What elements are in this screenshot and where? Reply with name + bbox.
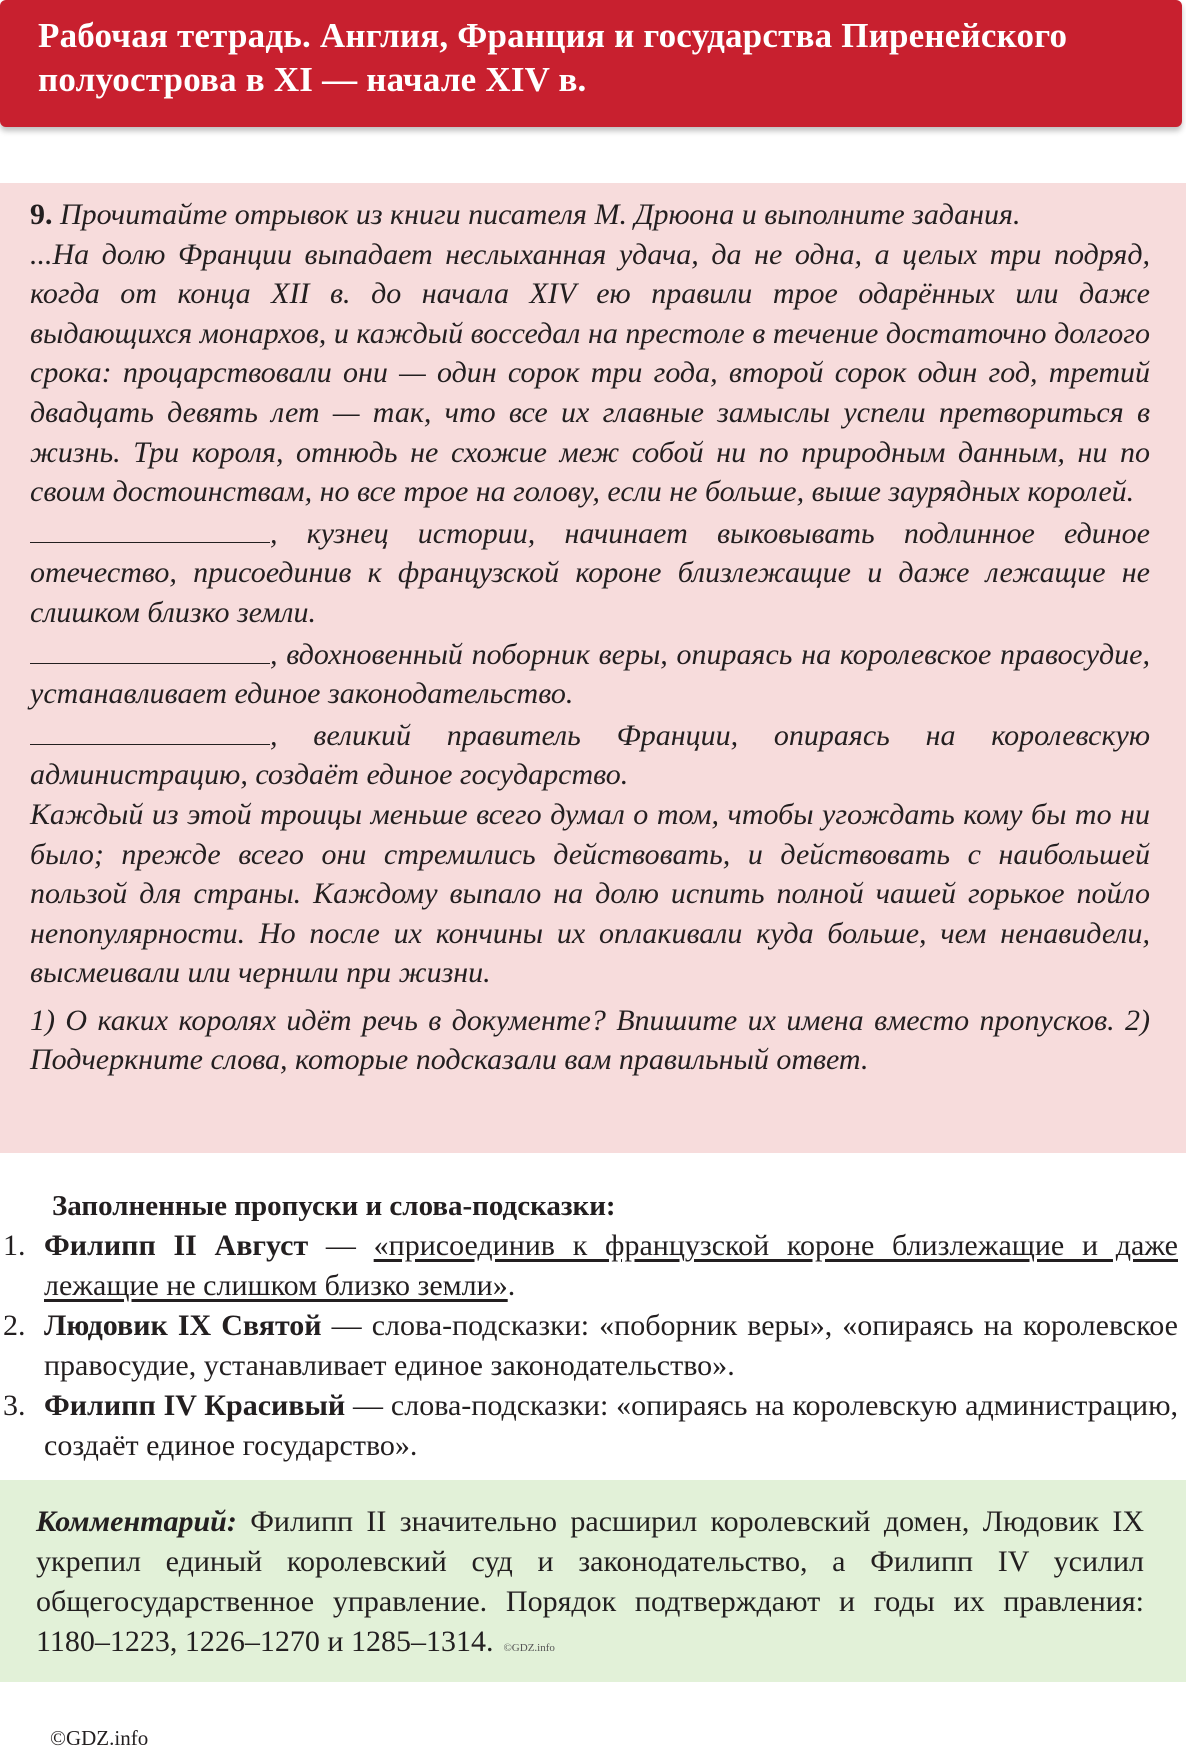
king-name: Филипп IV Красивый xyxy=(44,1389,346,1422)
answer-item xyxy=(0,1226,1186,1306)
answer-gap-3[interactable] xyxy=(30,714,270,745)
answer-item xyxy=(0,1386,1186,1466)
comment-block xyxy=(36,1502,1144,1668)
answer-prefix: слова-подсказки: xyxy=(371,1309,600,1342)
task-number: 9. xyxy=(30,198,53,231)
answer-prefix: слова-подсказки: xyxy=(390,1389,617,1422)
page-header xyxy=(0,0,1182,127)
task-questions: 1) О каких королях идёт речь в документе? Впишите их имена вместо пропусков. 2) Подчеркните слова, которые подсказали вам правильный ответ. xyxy=(30,1003,1150,1077)
answer-hint: «поборник веры», «опираясь на королевское правосудие, устанавливает единое законодательство» xyxy=(44,1309,1178,1382)
answer-number: 1. xyxy=(3,1229,26,1262)
answer-number: 3. xyxy=(3,1389,26,1422)
answer-gap-1[interactable] xyxy=(30,512,270,543)
excerpt-gap-line-2 xyxy=(30,633,1150,714)
page-title: Рабочая тетрадь. Англия, Франция и государства Пиренейского полуострова в XI — начале XIV в. xyxy=(38,16,1068,99)
answer-hint: «присоединив к французской короне близлежащие и даже лежащие не слишком близко земли» xyxy=(44,1229,1178,1302)
comment-watermark: ©GDZ.info xyxy=(503,1642,555,1654)
king-name: Людовик IX Святой xyxy=(44,1309,322,1342)
excerpt-gap-line-3 xyxy=(30,714,1150,795)
king-name: Филипп II Август xyxy=(44,1229,309,1262)
answers-block xyxy=(0,1186,1186,1466)
gap-1-text: , кузнец истории, начинает выковывать подлинное единое отечество, присоединив к французской короне близлежащие и даже лежащие не слишком близко земли. xyxy=(30,516,1150,629)
footer-copyright: ©GDZ.info xyxy=(50,1726,149,1750)
answer-hint: «опираясь на королевскую администрацию, создаёт единое государство» xyxy=(44,1389,1179,1462)
answer-suffix: . xyxy=(507,1269,516,1302)
comment-text: Филипп II значительно расширил королевский домен, Людовик IX укрепил единый королевский суд и законодательство, а Филипп IV усилил общегосударственное управление. Порядок подтверждают и годы их правления: 1180–1223, 1226–1270 и 1285–1314. xyxy=(36,1505,1144,1658)
answer-dash: — xyxy=(321,1309,372,1342)
answer-suffix: . xyxy=(727,1349,735,1382)
excerpt-paragraph-1: ...На долю Франции выпадает неслыханная удача, да не одна, а целых три подряд, когда от конца XII в. до начала XIV ею правили трое одарённых или даже выдающихся монархов, и каждый восседал на престоле в течение достаточно долгого срока: процарствовали они — один сорок три года, второй сорок один год, третий двадцать девять лет — так, что все их главные замыслы успели претвориться в жизнь. Три короля, отнюдь не схожие меж собой ни по природным данным, ни по своим достоинствам, но все трое на голову, если не больше, выше заурядных королей. xyxy=(30,237,1150,509)
answer-dash: — xyxy=(345,1389,391,1422)
gap-2-text: , вдохновенный поборник веры, опираясь на королевское правосудие, устанавливает единое законодательство. xyxy=(30,637,1150,711)
answer-gap-2[interactable] xyxy=(30,633,270,664)
gap-3-text: , великий правитель Франции, опираясь на королевскую администрацию, создаёт единое государство. xyxy=(30,718,1150,792)
task-block xyxy=(30,195,1150,1080)
excerpt-gap-line-1 xyxy=(30,512,1150,633)
answer-item xyxy=(0,1306,1186,1386)
task-instruction xyxy=(30,195,1150,235)
comment-label: Комментарий: xyxy=(36,1505,237,1538)
answers-list xyxy=(0,1226,1186,1466)
excerpt-paragraph-last: Каждый из этой троицы меньше всего думал о том, чтобы угождать кому бы то ни было; прежде всего они стремились действовать, и действовать с наибольшей пользой для страны. Каждому выпало на долю испить полной чашей горькое пойло непопулярности. Но после их кончины их оплакивали куда больше, чем ненавидели, высмеивали или чернили при жизни. xyxy=(30,797,1150,990)
task-instruction-text: Прочитайте отрывок из книги писателя М. Дрюона и выполните задания. xyxy=(60,198,1021,231)
answer-dash: — xyxy=(308,1229,374,1262)
answers-heading: Заполненные пропуски и слова-подсказки: xyxy=(52,1190,616,1222)
answer-suffix: . xyxy=(409,1429,418,1462)
answer-number: 2. xyxy=(3,1309,26,1342)
